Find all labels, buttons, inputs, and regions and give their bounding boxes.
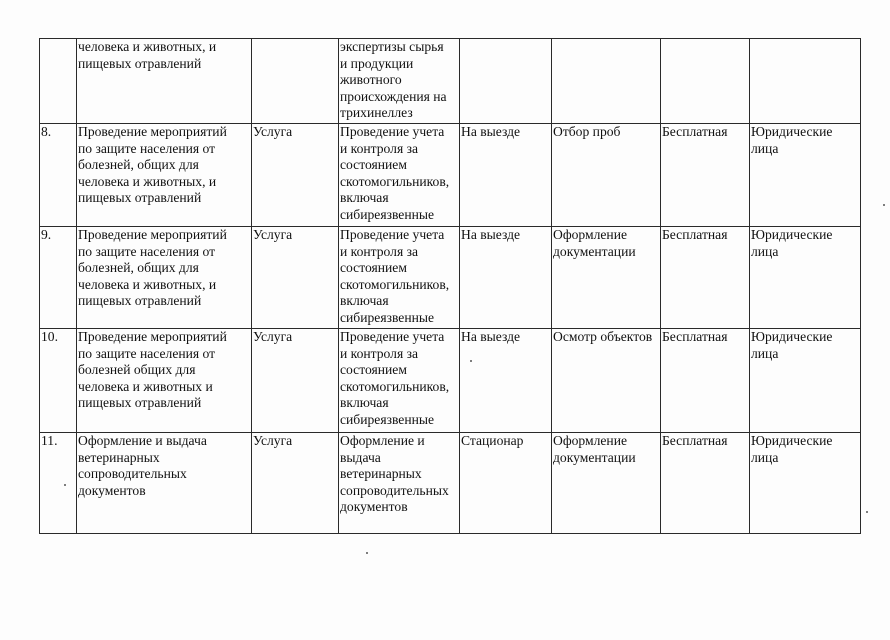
service-name-cell: Проведение мероприятий по защите населения от болезней общих для человека и животных и пищевых отравлений — [77, 329, 252, 433]
table-row — [40, 124, 861, 227]
service-place-cell: Стационар — [460, 433, 552, 534]
service-type-cell: Услуга — [252, 227, 339, 329]
service-action-cell — [552, 39, 661, 124]
service-name-cell: Проведение мероприятий по защите населения от болезней, общих для человека и животных, и пищевых отравлений — [77, 227, 252, 329]
service-name-cell: Оформление и выдача ветеринарных сопроводительных документов — [77, 433, 252, 534]
payment-cell: Бесплатная — [661, 124, 750, 227]
service-type-cell: Услуга — [252, 433, 339, 534]
service-action-cell: Осмотр объектов — [552, 329, 661, 433]
payment-cell: Бесплатная — [661, 227, 750, 329]
service-description-cell: Проведение учета и контроля за состоянием скотомогильников, включая сибиреязвенные — [339, 227, 460, 329]
payment-cell: Бесплатная — [661, 329, 750, 433]
recipient-cell: Юридические лица — [750, 124, 861, 227]
payment-cell — [661, 39, 750, 124]
service-type-cell: Услуга — [252, 124, 339, 227]
table-row — [40, 329, 861, 433]
service-action-cell: Оформление документации — [552, 433, 661, 534]
row-number-cell: 11. — [40, 433, 77, 534]
service-type-cell: Услуга — [252, 329, 339, 433]
row-number-cell — [40, 39, 77, 124]
row-number-cell: 8. — [40, 124, 77, 227]
service-name-cell: человека и животных, и пищевых отравлений — [77, 39, 252, 124]
service-description-cell: Проведение учета и контроля за состоянием скотомогильников, включая сибиреязвенные — [339, 329, 460, 433]
recipient-cell — [750, 39, 861, 124]
service-place-cell: На выезде — [460, 227, 552, 329]
payment-cell: Бесплатная — [661, 433, 750, 534]
service-place-cell: На выезде — [460, 124, 552, 227]
service-description-cell: Оформление и выдача ветеринарных сопроводительных документов — [339, 433, 460, 534]
service-description-cell: Проведение учета и контроля за состоянием скотомогильников, включая сибиреязвенные — [339, 124, 460, 227]
service-action-cell: Оформление документации — [552, 227, 661, 329]
scan-speck — [470, 360, 472, 362]
recipient-cell: Юридические лица — [750, 227, 861, 329]
service-type-cell — [252, 39, 339, 124]
scan-speck — [64, 484, 66, 486]
row-number-cell: 9. — [40, 227, 77, 329]
recipient-cell: Юридические лица — [750, 433, 861, 534]
scan-speck — [366, 552, 368, 554]
service-description-cell: экспертизы сырья и продукции животного происхождения на трихинеллез — [339, 39, 460, 124]
scan-speck — [866, 511, 868, 513]
table-row — [40, 433, 861, 534]
table-row — [40, 227, 861, 329]
service-place-cell: На выезде — [460, 329, 552, 433]
service-name-cell: Проведение мероприятий по защите населения от болезней, общих для человека и животных, и пищевых отравлений — [77, 124, 252, 227]
table-row — [40, 39, 861, 124]
service-action-cell: Отбор проб — [552, 124, 661, 227]
row-number-cell: 10. — [40, 329, 77, 433]
services-table — [39, 38, 861, 534]
scan-speck — [883, 204, 885, 206]
service-place-cell — [460, 39, 552, 124]
recipient-cell: Юридические лица — [750, 329, 861, 433]
